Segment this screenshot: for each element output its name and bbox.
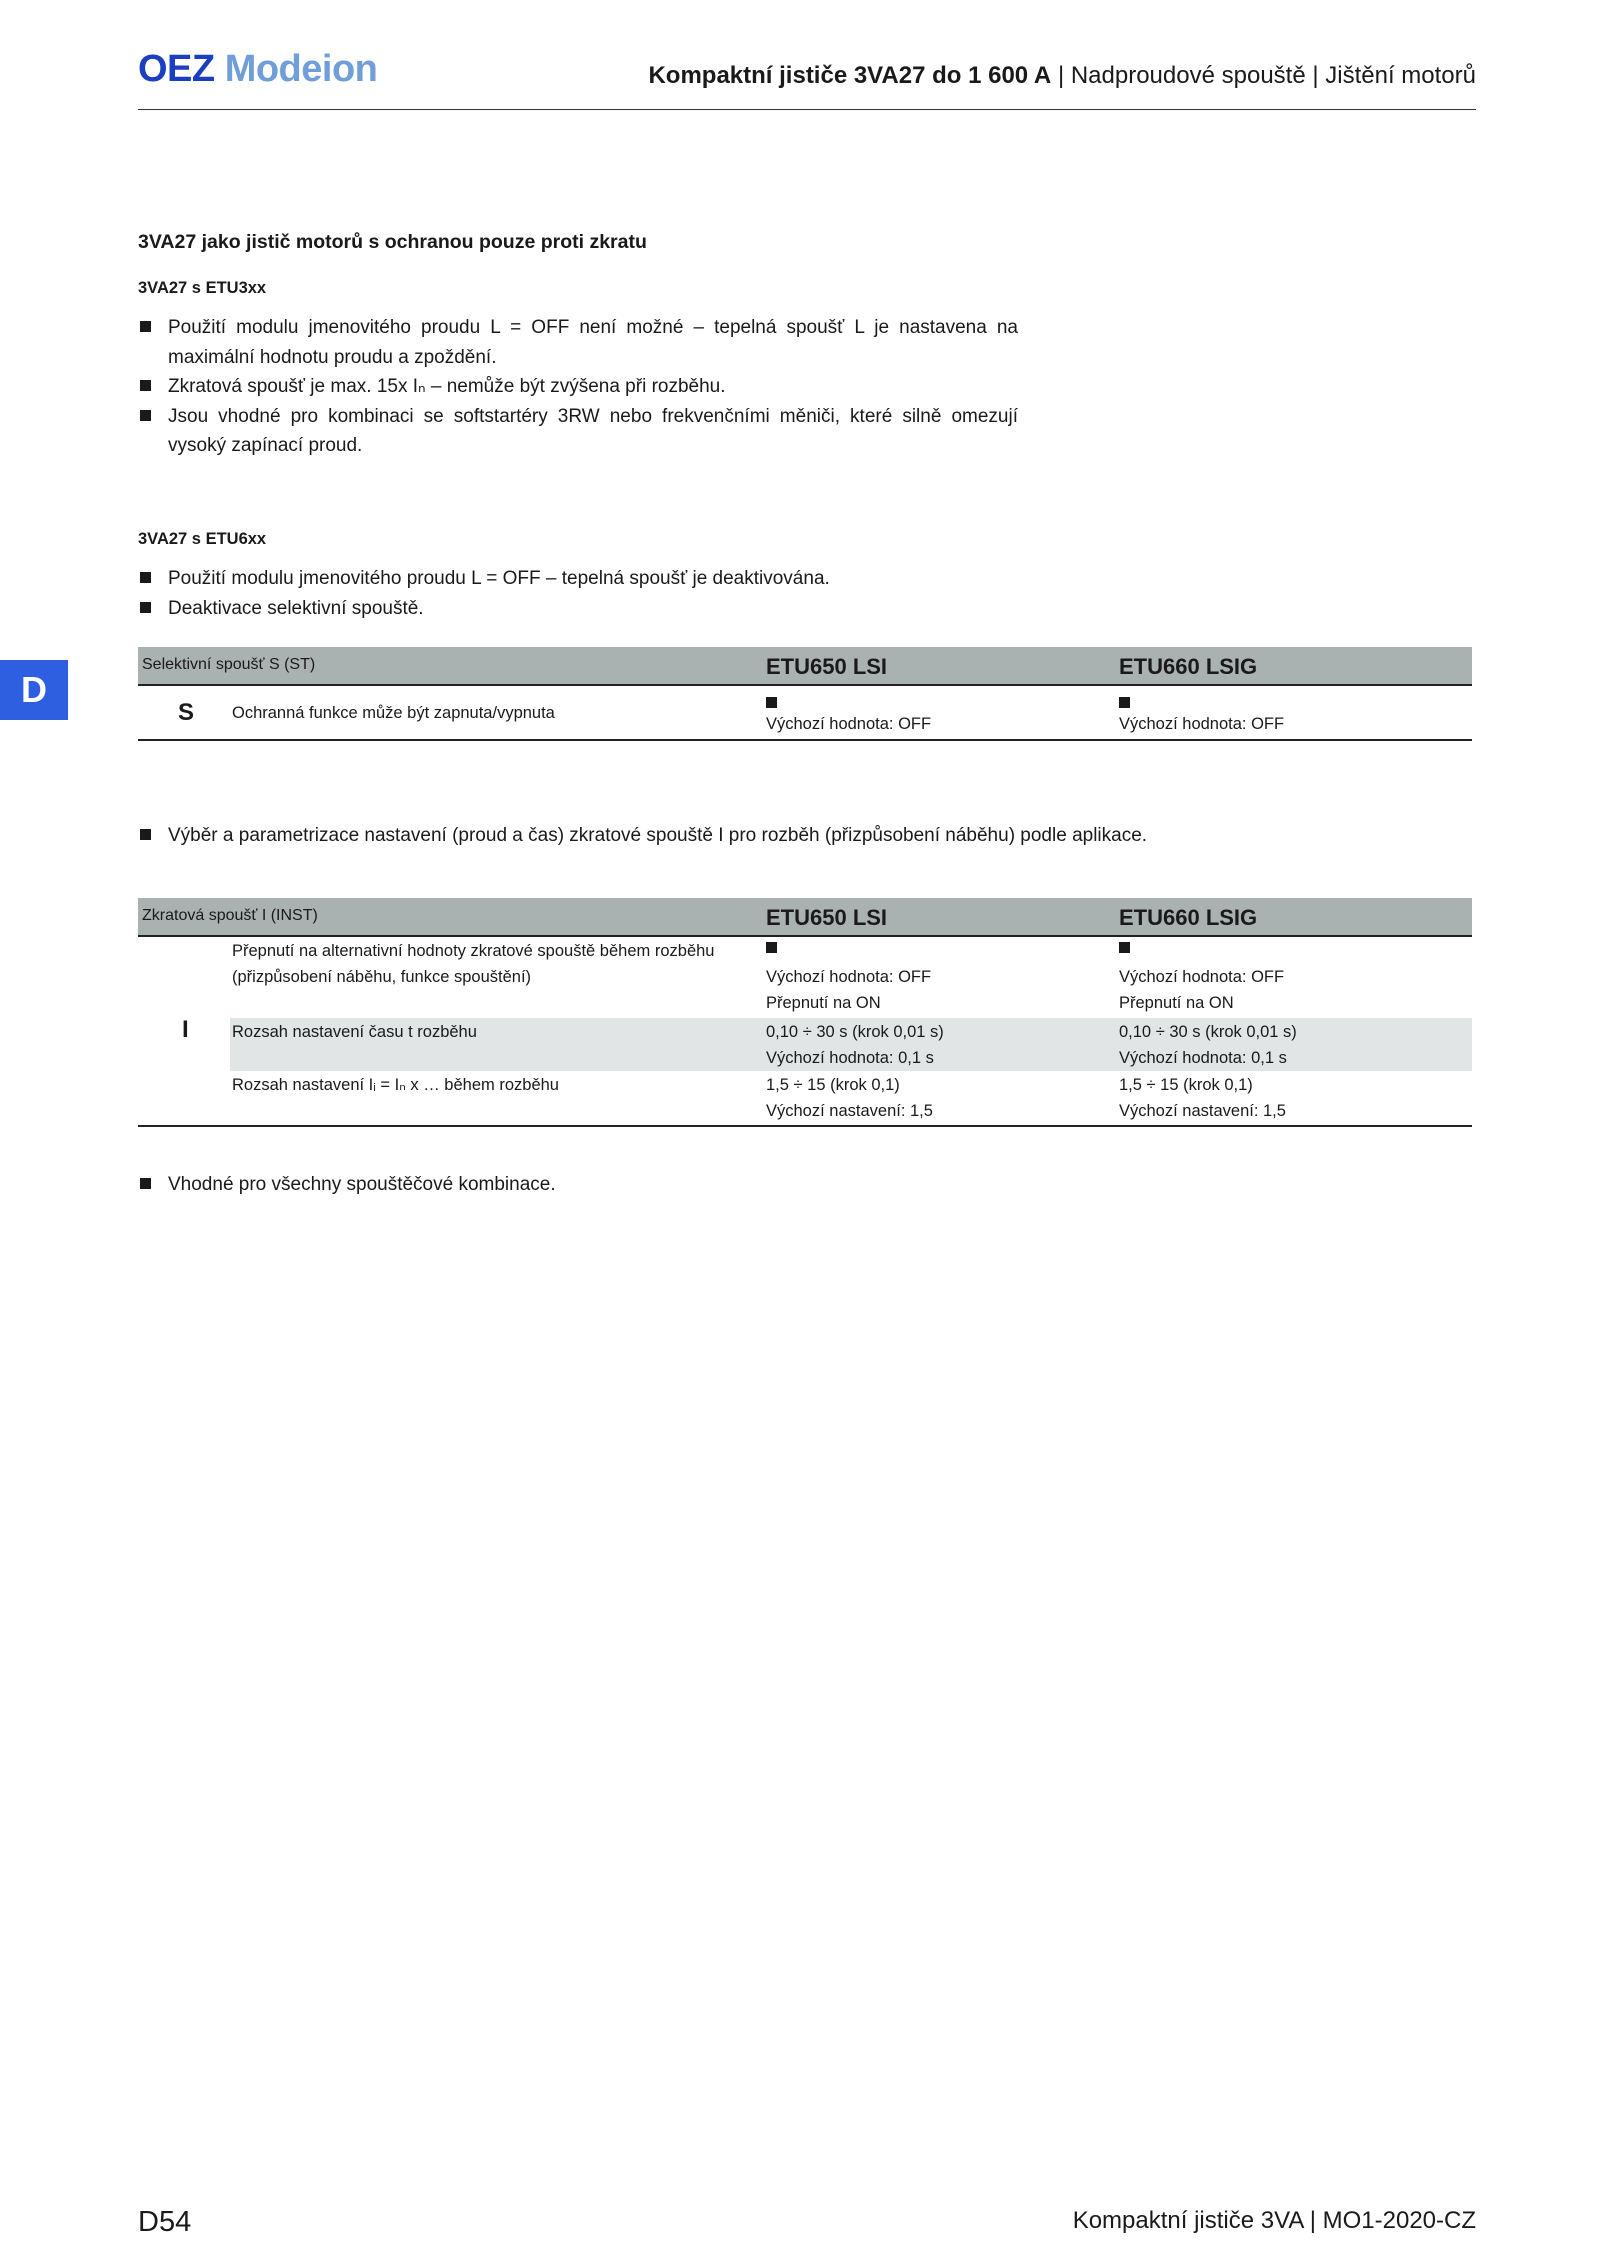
bullet-square-icon <box>140 829 151 840</box>
subsection-heading-etu3xx: 3VA27 s ETU3xx <box>138 279 267 297</box>
etu650-value-cont: Přepnutí na ON <box>766 994 881 1012</box>
etu650-value-cont: Výchozí nastavení: 1,5 <box>766 1102 933 1120</box>
list-item: Deaktivace selektivní spouště. <box>138 594 1018 624</box>
column-header-etu660: ETU660 LSIG <box>1119 654 1258 679</box>
instantaneous-release-table <box>138 898 1472 1128</box>
feature-mark-icon <box>1119 935 1130 962</box>
list-item: Jsou vhodné pro kombinaci se softstartéry 3RW nebo frekvenčními měniči, které silně omezují vysoký zapínací proud. <box>138 402 1018 461</box>
logo-oez: OEZ <box>138 48 215 90</box>
list-item: Zkratová spoušť je max. 15x Iₙ – nemůže být zvýšena při rozběhu. <box>138 372 1018 402</box>
footer-separator: | <box>1309 2207 1316 2234</box>
list-item: Vhodné pro všechny spouštěčové kombinace. <box>138 1170 1018 1200</box>
etu650-value: Výchozí hodnota: OFF <box>766 715 932 733</box>
table-header <box>138 898 1472 937</box>
logo-modeion: Modeion <box>224 48 378 90</box>
etu650-value: 0,10 ÷ 30 s (krok 0,01 s) <box>766 1023 944 1041</box>
row-description: Přepnutí na alternativní hodnoty zkratové spouště během rozběhu <box>232 942 715 960</box>
etu660-value: 1,5 ÷ 15 (krok 0,1) <box>1119 1076 1253 1094</box>
page-header-title <box>648 62 1476 90</box>
bullet-square-icon <box>140 380 151 391</box>
table-label: Zkratová spoušť I (INST) <box>142 907 318 924</box>
table-header <box>138 647 1472 686</box>
row-symbol: I <box>182 1016 189 1043</box>
footer-doc-code: MO1-2020-CZ <box>1322 2207 1476 2234</box>
row-symbol: S <box>178 699 195 726</box>
etu660-value-cont: Výchozí nastavení: 1,5 <box>1119 1102 1286 1120</box>
etu660-value: Výchozí hodnota: OFF <box>1119 968 1285 986</box>
feature-mark-icon <box>766 935 777 962</box>
bullet-square-icon <box>140 572 151 583</box>
column-header-etu660: ETU660 LSIG <box>1119 905 1258 930</box>
table-label: Selektivní spoušť S (ST) <box>142 656 316 673</box>
subsection-heading-etu6xx: 3VA27 s ETU6xx <box>138 530 267 548</box>
header-title-part3: Jištění motorů <box>1325 62 1476 89</box>
list-item: Výběr a parametrizace nastavení (proud a čas) zkratové spouště I pro rozběh (přizpůsobení náběhu) podle aplikace. <box>138 821 1238 851</box>
etu650-value-cont: Výchozí hodnota: 0,1 s <box>766 1049 934 1067</box>
etu660-value: Výchozí hodnota: OFF <box>1119 715 1285 733</box>
brand-logo <box>138 48 377 91</box>
footer-title <box>1073 2207 1476 2235</box>
list-item: Použití modulu jmenovitého proudu L = OFF – tepelná spoušť je deaktivována. <box>138 564 1018 594</box>
column-header-etu650: ETU650 LSI <box>766 654 888 679</box>
etu660-value-cont: Přepnutí na ON <box>1119 994 1234 1012</box>
row-description: Rozsah nastavení Iᵢ = Iₙ x … během rozběhu <box>232 1076 559 1094</box>
header-divider <box>138 109 1476 110</box>
bullet-square-icon <box>140 602 151 613</box>
etu650-value: 1,5 ÷ 15 (krok 0,1) <box>766 1076 900 1094</box>
bullet-square-icon <box>140 321 151 332</box>
header-separator: | <box>1312 62 1319 89</box>
row-description-cont: (přizpůsobení náběhu, funkce spouštění) <box>232 968 532 986</box>
page-number: D54 <box>138 2206 192 2238</box>
etu660-value: 0,10 ÷ 30 s (krok 0,01 s) <box>1119 1023 1297 1041</box>
etu650-value: Výchozí hodnota: OFF <box>766 968 932 986</box>
column-header-etu650: ETU650 LSI <box>766 905 888 930</box>
bullet-list-etu3xx <box>138 313 1018 461</box>
header-title-part2: Nadproudové spouště <box>1070 62 1306 89</box>
table-bottom-rule <box>138 739 1472 741</box>
bullet-square-icon <box>140 1178 151 1189</box>
row-description: Rozsah nastavení času t rozběhu <box>232 1023 477 1041</box>
table-bottom-rule <box>138 1125 1472 1127</box>
bullet-list-etu6xx <box>138 564 1018 623</box>
bullet-square-icon <box>140 410 151 421</box>
section-heading: 3VA27 jako jistič motorů s ochranou pouze proti zkratu <box>138 231 647 253</box>
list-item: Použití modulu jmenovitého proudu L = OFF není možné – tepelná spoušť L je nastavena na maximální hodnotu proudu a zpoždění. <box>138 313 1018 372</box>
chapter-tab: D <box>0 660 68 720</box>
header-separator: | <box>1057 62 1065 89</box>
row-description: Ochranná funkce může být zapnuta/vypnuta <box>232 704 555 722</box>
etu660-value-cont: Výchozí hodnota: 0,1 s <box>1119 1049 1287 1067</box>
bullet-list-parametrization <box>138 821 1238 851</box>
bullet-list-combinations <box>138 1170 1018 1200</box>
footer-doc-title: Kompaktní jističe 3VA <box>1072 2207 1304 2234</box>
header-title-main: Kompaktní jističe 3VA27 do 1 600 A <box>648 62 1052 89</box>
selective-release-table <box>138 647 1472 741</box>
